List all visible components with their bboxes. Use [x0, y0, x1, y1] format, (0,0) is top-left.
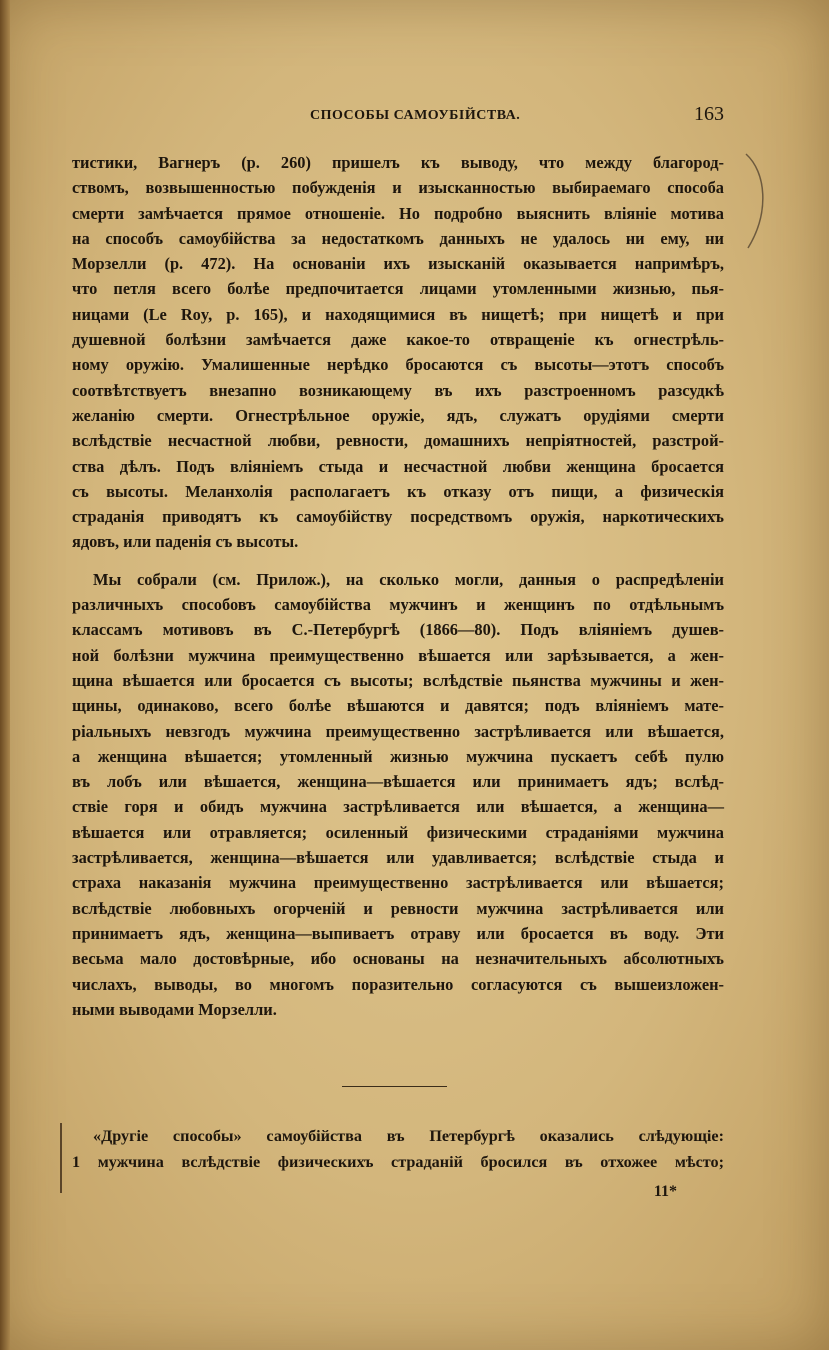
- text-line: вѣшается или отравляется; осиленный физическими страданіями мужчина: [72, 822, 724, 842]
- footnote-line: 1 мужчина вслѣдствіе физическихъ страданій бросился въ отхожее мѣсто;: [72, 1152, 724, 1171]
- signature-mark: 11*: [653, 1183, 677, 1200]
- text-line: ствіе горя и обидъ мужчина застрѣливается или вѣшается, а женщина—: [72, 797, 724, 817]
- text-line: щины, одинаково, всего болѣе вѣшаются и давятся; подъ вліяніемъ мате-: [72, 696, 724, 716]
- text-line: а женщина вѣшается; утомленный жизнью мужчина пускаетъ себѣ пулю: [72, 746, 724, 766]
- text-line: застрѣливается, женщина—вѣшается или удавливается; вслѣдствіе стыда и: [72, 848, 724, 868]
- text-line: щина вѣшается или бросается съ высоты; вслѣдствіе пьянства мужчины и жен-: [72, 670, 724, 690]
- running-title: СПОСОБЫ САМОУБІЙСТВА.: [310, 108, 521, 123]
- text-line: на способъ самоубійства за недостаткомъ данныхъ не удалось ни ему, ни: [72, 228, 724, 248]
- text-line: соотвѣтствуетъ внезапно возникающему въ ихъ разстроенномъ разсудкѣ: [72, 380, 724, 400]
- text-line: ядовъ, или паденія съ высоты.: [72, 532, 299, 552]
- text-line: страха наказанія мужчина преимущественно застрѣливается или вѣшается;: [72, 873, 724, 893]
- text-line: въ лобъ или вѣшается, женщина—вѣшается или принимаетъ ядъ; вслѣд-: [72, 772, 724, 792]
- text-line: тистики, Вагнеръ (р. 260) пришелъ къ выводу, что между благород-: [72, 153, 724, 172]
- footnote-line: «Другіе способы» самоубійства въ Петербургѣ оказались слѣдующіе:: [93, 1127, 724, 1145]
- text-line: вслѣдствіе несчастной любви, ревности, домашнихъ непріятностей, разстрой-: [72, 431, 724, 451]
- text-line: ріальныхъ невзгодъ мужчина преимущественно застрѣливается или вѣшается,: [72, 721, 724, 741]
- text-line: принимаетъ ядъ, женщина—выпиваетъ отраву или бросается въ воду. Эти: [72, 923, 724, 943]
- text-line: ства дѣлъ. Подъ вліяніемъ стыда и несчастной любви женщина бросается: [72, 456, 724, 476]
- text-line: ными выводами Морзелли.: [72, 999, 277, 1019]
- text-line: что петля всего болѣе предпочитается лицами утомленными жизнью, пья-: [72, 279, 724, 299]
- footnote: [72, 1124, 724, 1175]
- text-line: Мы собрали (см. Прилож.), на сколько могли, данныя о распредѣленіи: [93, 569, 724, 589]
- text-line: различныхъ способовъ самоубійства мужчинъ и женщинъ по отдѣльнымъ: [72, 595, 724, 615]
- paragraph: [72, 150, 724, 555]
- text-line: весьма мало достовѣрные, ибо основаны на незначительныхъ абсолютныхъ: [72, 949, 724, 969]
- main-text: [72, 150, 724, 1022]
- text-line: вслѣдствіе любовныхъ огорченій и ревности мужчина застрѣливается или: [72, 898, 724, 918]
- pencil-margin-mark: [744, 152, 774, 252]
- text-line: ствомъ, возвышенностью побужденія и изысканностью выбираемаго способа: [72, 178, 724, 198]
- text-line: съ высоты. Меланхолія располагаетъ къ отказу отъ пищи, а физическія: [72, 481, 724, 501]
- text-line: ному оружію. Умалишенные нерѣдко бросаются съ высоты—этотъ способъ: [72, 355, 724, 375]
- paragraph-gap: [72, 555, 724, 567]
- page-number: 163: [694, 103, 724, 125]
- text-line: классамъ мотивовъ въ С.-Петербургѣ (1866—80). Подъ вліяніемъ душев-: [72, 620, 724, 640]
- text-line: Морзелли (р. 472). На основаніи ихъ изысканій оказывается напримѣръ,: [72, 254, 724, 274]
- page-header: [72, 105, 724, 131]
- text-line: страданія приводятъ къ самоубійству посредствомъ оружія, наркотическихъ: [72, 507, 724, 527]
- text-line: душевной болѣзни замѣчается даже какое-то отвращеніе къ огнестрѣль-: [72, 330, 724, 350]
- text-line: ной болѣзни мужчина преимущественно вѣшается или зарѣзывается, а жен-: [72, 645, 724, 665]
- section-divider: [342, 1086, 447, 1087]
- text-line: ницами (Le Roy, р. 165), и находящимися въ нищетѣ; при нищетѣ и при: [72, 304, 724, 324]
- paragraph: [72, 567, 724, 1022]
- book-spine-shadow: [0, 0, 10, 1350]
- text-line: числахъ, выводы, во многомъ поразительно согласуются съ вышеизложен-: [72, 974, 724, 994]
- margin-bracket: [60, 1123, 66, 1193]
- text-line: смерти замѣчается прямое отношеніе. Но подробно выяснить вліяніе мотива: [72, 203, 724, 223]
- text-line: желанію смерти. Огнестрѣльное оружіе, ядъ, служатъ орудіями смерти: [72, 405, 724, 425]
